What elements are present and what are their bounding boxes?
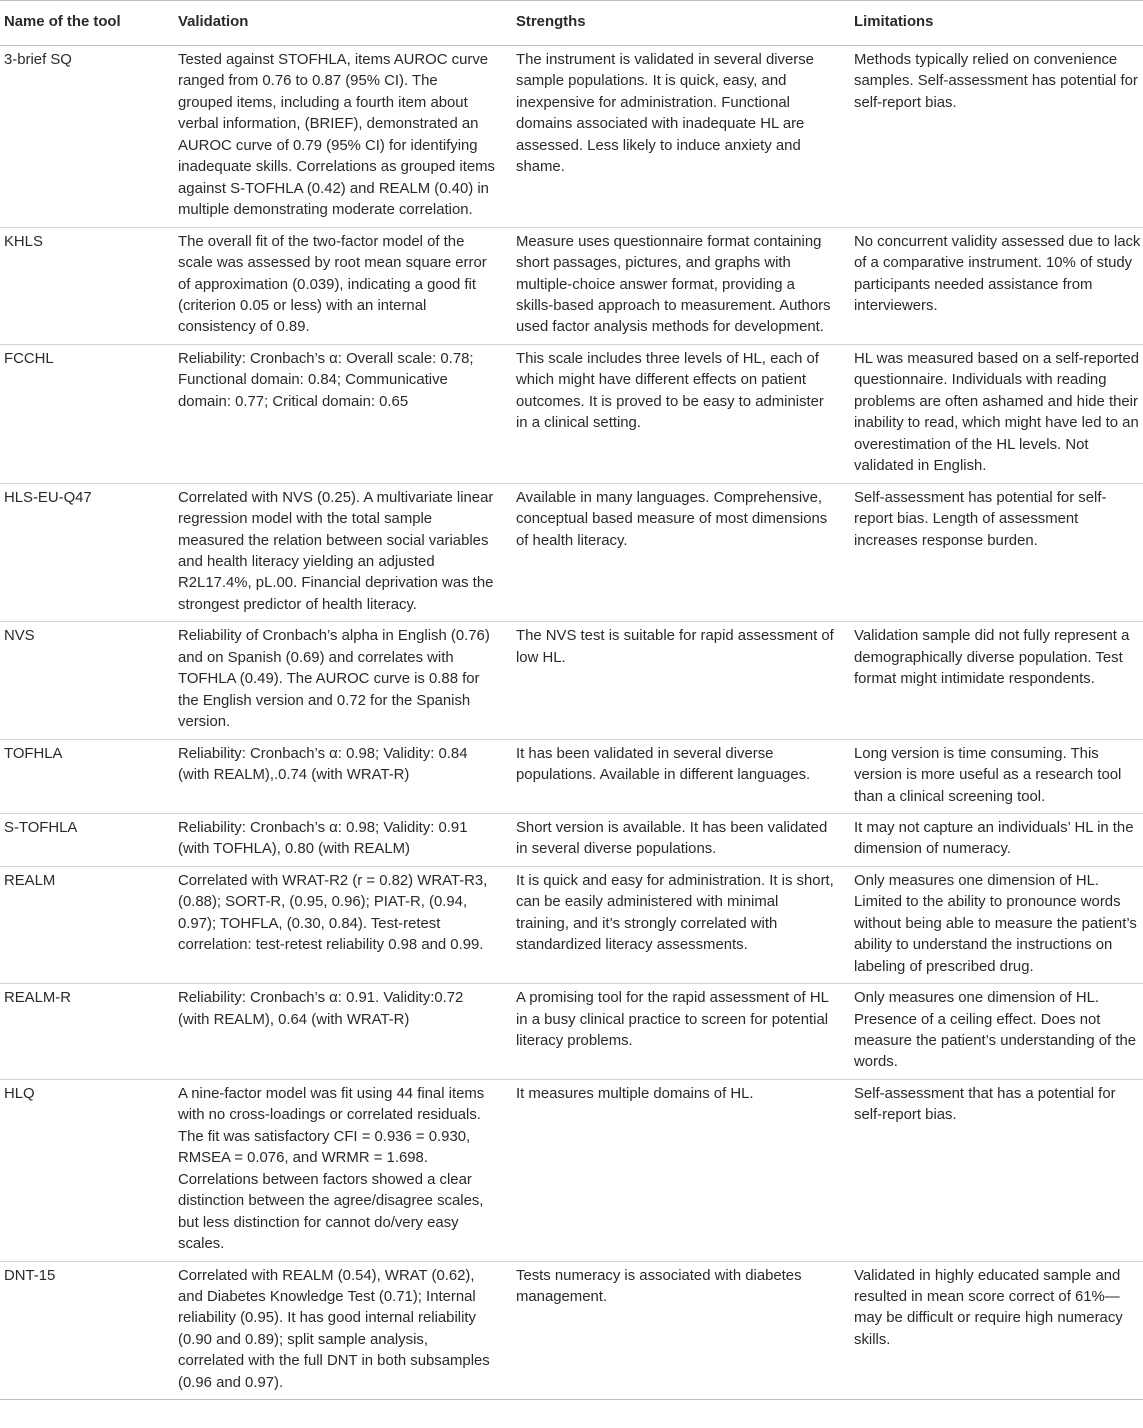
validation-cell: The overall fit of the two-factor model of the scale was assessed by root mean square error of approximation (0.039), indicating a good fit (criterion 0.05 or less) with an internal consistency of 0.89. (170, 227, 508, 344)
tool-name-cell: REALM (0, 866, 170, 983)
column-header-name: Name of the tool (0, 1, 170, 46)
table-row (0, 622, 1143, 739)
tool-name-cell: REALM-R (0, 984, 170, 1080)
table-row (0, 46, 1143, 228)
tool-name-cell: FCCHL (0, 344, 170, 483)
limitations-cell: Only measures one dimension of HL. Limited to the ability to pronounce words without being able to measure the patient’s ability to understand the instructions on labeling of prescribed drug. (846, 866, 1143, 983)
validation-cell: A nine-factor model was fit using 44 final items with no cross-loadings or correlated residuals. The fit was satisfactory CFI = 0.936 = 0.930, RMSEA = 0.076, and WRMR = 1.698. Correlations between factors showed a clear distinction between the agree/disagree scales, but less distinction for cannot do/very easy scales. (170, 1079, 508, 1261)
strengths-cell: The instrument is validated in several diverse sample populations. It is quick, easy, and inexpensive for administration. Functional domains associated with inadequate HL are assessed. Less likely to induce anxiety and shame. (508, 46, 846, 228)
column-header-limitations: Limitations (846, 1, 1143, 46)
validation-cell: Correlated with REALM (0.54), WRAT (0.62), and Diabetes Knowledge Test (0.71); Internal reliability (0.95). It has good internal reliability (0.90 and 0.89); split sample analysis, correlated with the full DNT in both subsamples (0.96 and 0.97). (170, 1261, 508, 1400)
strengths-cell: Short version is available. It has been validated in several diverse populations. (508, 813, 846, 866)
strengths-cell: It is quick and easy for administration. It is short, can be easily administered with minimal training, and it’s strongly correlated with standardized literacy assessments. (508, 866, 846, 983)
table-row (0, 813, 1143, 866)
table-row (0, 739, 1143, 813)
limitations-cell: Self-assessment has potential for self-report bias. Length of assessment increases response burden. (846, 483, 1143, 622)
table-row (0, 227, 1143, 344)
tool-name-cell: HLS-EU-Q47 (0, 483, 170, 622)
header-row (0, 1, 1143, 46)
validation-cell: Correlated with WRAT-R2 (r = 0.82) WRAT-R3, (0.88); SORT-R, (0.95, 0.96); PIAT-R, (0.94, 0.97); TOHFLA, (0.30, 0.84). Test-retest correlation: test-retest reliability 0.98 and 0.99. (170, 866, 508, 983)
tool-name-cell: S-TOFHLA (0, 813, 170, 866)
limitations-cell: Methods typically relied on convenience samples. Self-assessment has potential for self-report bias. (846, 46, 1143, 228)
validation-cell: Reliability: Cronbach’s α: 0.98; Validity: 0.91 (with TOFHLA), 0.80 (with REALM) (170, 813, 508, 866)
table-body (0, 46, 1143, 1400)
limitations-cell: Long version is time consuming. This version is more useful as a research tool than a clinical screening tool. (846, 739, 1143, 813)
column-header-validation: Validation (170, 1, 508, 46)
strengths-cell: Available in many languages. Comprehensive, conceptual based measure of most dimensions of health literacy. (508, 483, 846, 622)
strengths-cell: A promising tool for the rapid assessment of HL in a busy clinical practice to screen for potential literacy problems. (508, 984, 846, 1080)
tool-name-cell: KHLS (0, 227, 170, 344)
strengths-cell: It has been validated in several diverse populations. Available in different languages. (508, 739, 846, 813)
limitations-cell: It may not capture an individuals’ HL in the dimension of numeracy. (846, 813, 1143, 866)
strengths-cell: This scale includes three levels of HL, each of which might have different effects on patient outcomes. It is proved to be easy to administer in a clinical setting. (508, 344, 846, 483)
tool-name-cell: HLQ (0, 1079, 170, 1261)
column-header-strengths: Strengths (508, 1, 846, 46)
table-header (0, 1, 1143, 46)
strengths-cell: The NVS test is suitable for rapid assessment of low HL. (508, 622, 846, 739)
strengths-cell: Measure uses questionnaire format containing short passages, pictures, and graphs with multiple-choice answer format, providing a skills-based approach to measurement. Authors used factor analysis methods for development. (508, 227, 846, 344)
validation-cell: Reliability: Cronbach’s α: 0.91. Validity:0.72 (with REALM), 0.64 (with WRAT-R) (170, 984, 508, 1080)
limitations-cell: HL was measured based on a self-reported questionnaire. Individuals with reading problems are often ashamed and hide their inability to read, which might have led to an overestimation of the HL levels. Not validated in English. (846, 344, 1143, 483)
table-row (0, 1079, 1143, 1261)
table-row (0, 984, 1143, 1080)
tool-name-cell: DNT-15 (0, 1261, 170, 1400)
limitations-cell: Validated in highly educated sample and resulted in mean score correct of 61%—may be difficult or require high numeracy skills. (846, 1261, 1143, 1400)
tool-name-cell: 3-brief SQ (0, 46, 170, 228)
table-row (0, 483, 1143, 622)
validation-cell: Reliability: Cronbach’s α: Overall scale: 0.78; Functional domain: 0.84; Communicative domain: 0.77; Critical domain: 0.65 (170, 344, 508, 483)
tool-name-cell: TOFHLA (0, 739, 170, 813)
validation-cell: Reliability: Cronbach’s α: 0.98; Validity: 0.84 (with REALM),.0.74 (with WRAT-R) (170, 739, 508, 813)
limitations-cell: Validation sample did not fully represent a demographically diverse population. Test format might intimidate respondents. (846, 622, 1143, 739)
strengths-cell: It measures multiple domains of HL. (508, 1079, 846, 1261)
validation-cell: Reliability of Cronbach’s alpha in English (0.76) and on Spanish (0.69) and correlates with TOFHLA (0.49). The AUROC curve is 0.88 for the English version and 0.72 for the Spanish version. (170, 622, 508, 739)
table-row (0, 866, 1143, 983)
validation-cell: Correlated with NVS (0.25). A multivariate linear regression model with the total sample measured the relation between social variables and health literacy yielding an adjusted R2L17.4%, pL.00. Financial deprivation was the strongest predictor of health literacy. (170, 483, 508, 622)
table-row (0, 344, 1143, 483)
limitations-cell: Only measures one dimension of HL. Presence of a ceiling effect. Does not measure the patient’s understanding of the words. (846, 984, 1143, 1080)
strengths-cell: Tests numeracy is associated with diabetes management. (508, 1261, 846, 1400)
validation-cell: Tested against STOFHLA, items AUROC curve ranged from 0.76 to 0.87 (95% CI). The grouped items, including a fourth item about verbal information, (BRIEF), demonstrated an AUROC curve of 0.79 (95% CI) for identifying inadequate skills. Correlations as grouped items against S-TOFHLA (0.42) and REALM (0.40) in multiple demonstrating moderate correlation. (170, 46, 508, 228)
table-row (0, 1261, 1143, 1400)
tool-name-cell: NVS (0, 622, 170, 739)
limitations-cell: No concurrent validity assessed due to lack of a comparative instrument. 10% of study participants needed assistance from interviewers. (846, 227, 1143, 344)
limitations-cell: Self-assessment that has a potential for self-report bias. (846, 1079, 1143, 1261)
